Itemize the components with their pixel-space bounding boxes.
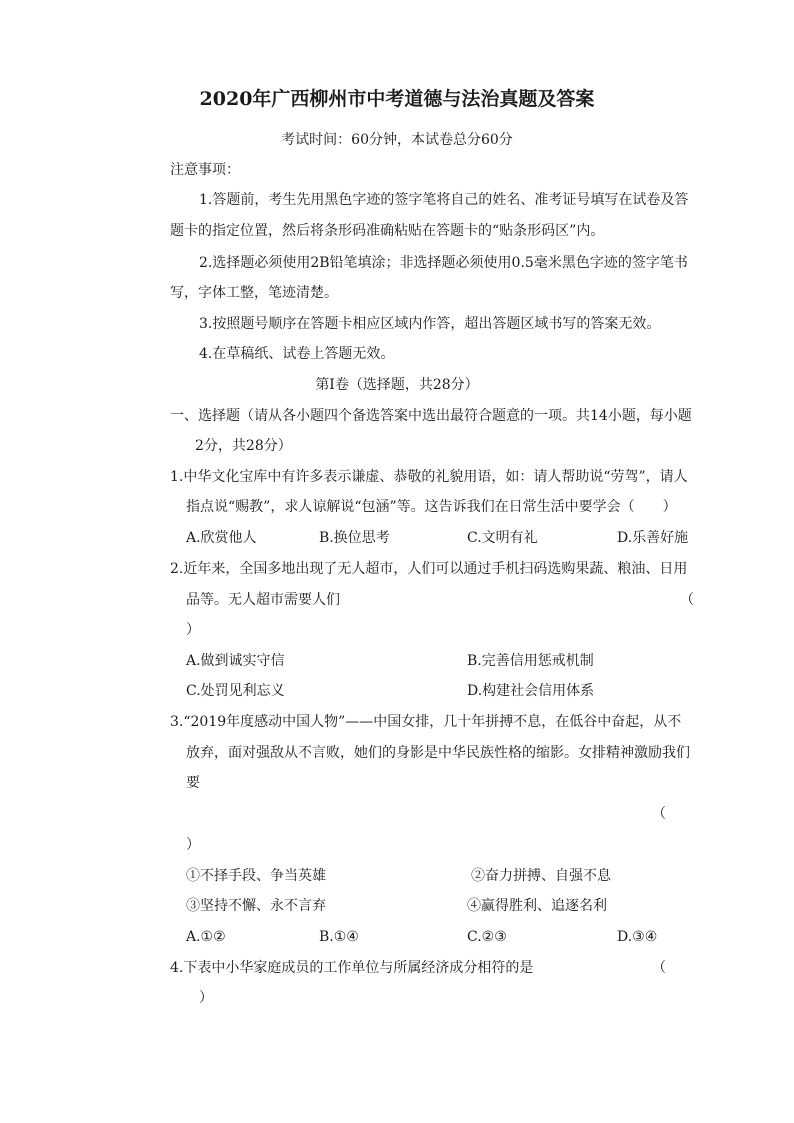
notice-item-1-line1: 1.答题前，考生先用黑色字迹的签字笔将自己的姓名、准考证号填写在试卷及答 xyxy=(199,192,689,208)
question-1-line2: 指点说“赐教”，求人谅解说“包涵”等。这告诉我们在日常生活中要学会（ ） xyxy=(186,499,677,515)
question-3-option-a: A.①② xyxy=(186,929,226,945)
question-1-line1: 1.中华文化宝库中有许多表示谦虚、恭敬的礼貌用语，如：请人帮助说“劳驾”，请人 xyxy=(170,469,688,485)
question-4-paren-open: （ xyxy=(652,960,666,976)
question-3-statement-1: ①不择手段、争当英雄 xyxy=(186,868,326,884)
question-3-line2: 放弃，面对强敌从不言败，她们的身影是中华民族性格的缩影。女排精神激励我们 xyxy=(186,745,690,761)
question-3-option-b: B.①④ xyxy=(319,929,359,945)
question-2-option-b: B.完善信用惩戒机制 xyxy=(467,653,594,669)
notice-item-2-line1: 2.选择题必须使用2B铅笔填涂；非选择题必须使用0.5毫米黑色字迹的签字笔书 xyxy=(199,255,688,271)
section-instruction-line2: 2分，共28分） xyxy=(195,438,292,454)
question-3-paren-close: ） xyxy=(186,837,200,853)
question-2-option-a: A.做到诚实守信 xyxy=(186,653,285,669)
question-2-option-c: C.处罚见利忘义 xyxy=(186,683,285,699)
exam-subtitle: 考试时间：60分钟，本试卷总分60分 xyxy=(281,132,513,148)
question-2-line2: 品等。无人超市需要人们 xyxy=(186,592,340,608)
question-3-line3: 要 xyxy=(186,775,200,791)
notice-item-3: 3.按照题号顺序在答题卡相应区域内作答，超出答题区域书写的答案无效。 xyxy=(199,316,661,332)
question-3-statement-3: ③坚持不懈、永不言弃 xyxy=(186,898,326,914)
question-3-option-c: C.②③ xyxy=(467,929,507,945)
question-3-paren-open: （ xyxy=(652,806,666,822)
notice-item-4: 4.在草稿纸、试卷上答题无效。 xyxy=(199,346,395,362)
question-2-line1: 2.近年来，全国多地出现了无人超市，人们可以通过手机扫码选购果蔬、粮油、日用 xyxy=(170,561,688,577)
question-3-statement-2: ②奋力拼搏、自强不息 xyxy=(471,868,611,884)
question-4-line1: 4.下表中小华家庭成员的工作单位与所属经济成分相符的是 xyxy=(170,960,534,976)
section-heading: 第Ⅰ卷（选择题，共28分） xyxy=(315,377,479,393)
question-2-paren-open: （ xyxy=(680,592,694,608)
question-3-statement-4: ④赢得胜利、追逐名利 xyxy=(467,898,607,914)
question-1-option-c: C.文明有礼 xyxy=(467,530,538,546)
question-2-paren-close: ） xyxy=(186,622,200,638)
question-3-line1: 3.“2019年度感动中国人物”——中国女排，几十年拼搏不息，在低谷中奋起，从不 xyxy=(170,714,682,730)
notice-heading: 注意事项： xyxy=(170,162,240,178)
question-4-paren-close: ） xyxy=(199,990,213,1006)
notice-item-2-line2: 写，字体工整，笔迹清楚。 xyxy=(170,285,338,301)
question-1-option-a: A.欣赏他人 xyxy=(186,530,257,546)
section-instruction-line1: 一、选择题（请从各小题四个备选答案中选出最符合题意的一项。共14小题，每小题 xyxy=(170,408,692,424)
question-2-option-d: D.构建社会信用体系 xyxy=(467,683,595,699)
question-1-option-d: D.乐善好施 xyxy=(617,530,689,546)
notice-item-1-line2: 题卡的指定位置，然后将条形码准确粘贴在答题卡的“贴条形码区”内。 xyxy=(170,223,605,239)
question-1-option-b: B.换位思考 xyxy=(319,530,390,546)
page-title: 2020年广西柳州市中考道德与法治真题及答案 xyxy=(199,88,595,110)
question-3-option-d: D.③④ xyxy=(617,929,658,945)
